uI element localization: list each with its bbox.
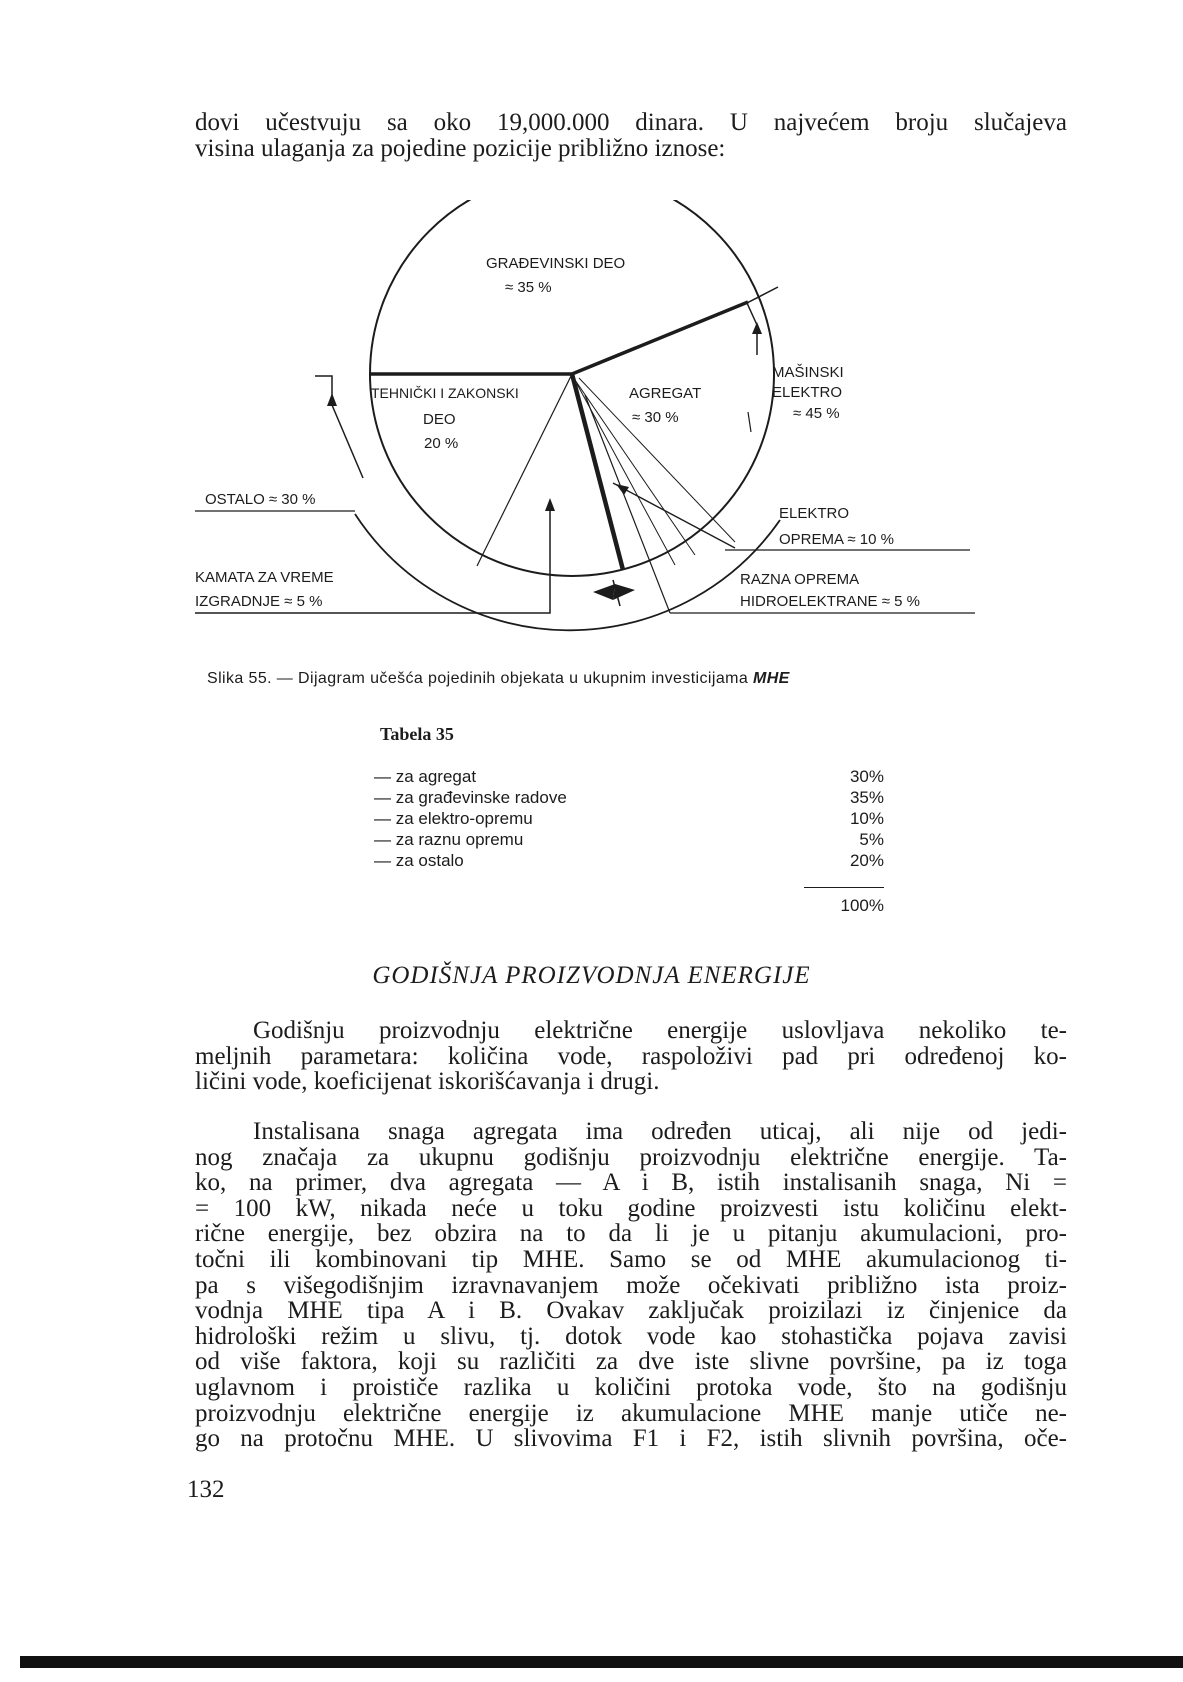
paragraph-line: meljnih parametara: količina vode, raspoloživi pad pri određenoj ko-: [195, 1042, 1067, 1070]
paragraph-line: proizvodnju električne energije iz akumulacione MHE manje utiče ne-: [195, 1399, 1067, 1427]
label-razna-pct: HIDROELEKTRANE ≈ 5 %: [740, 593, 920, 610]
arrow-head-elektro: [616, 484, 629, 495]
table-total-row: [374, 894, 884, 918]
paragraph-line: vodnja MHE tipa A i B. Ovakav zaključak proizilazi iz činjenice da: [195, 1297, 1067, 1325]
page-number: 132: [187, 1476, 225, 1503]
table-row-value: 5%: [859, 830, 884, 849]
table-row-label: — za agregat: [374, 767, 477, 786]
arrow-head-ostalo: [327, 393, 337, 406]
caption-bold: MHE: [753, 670, 790, 687]
table-row: [374, 850, 884, 871]
intro-line: dovi učestvuju sa oko 19,000.000 dinara. U najvećem broju slučajeva: [195, 109, 1067, 136]
masinski-tick: [748, 412, 751, 432]
arc-arrow-head: [613, 584, 635, 600]
paragraph-line: od više faktora, koji su različiti za dve iste slivne površine, pa iz toga: [195, 1348, 1067, 1376]
label-kamata-pct: IZGRADNJE ≈ 5 %: [195, 593, 323, 610]
table-row-value: 20%: [849, 851, 884, 870]
label-tehnicki-pct: 20 %: [424, 435, 459, 452]
table-35: [374, 766, 884, 918]
table-row-label: — za ostalo: [374, 851, 464, 870]
pie-hatch-line: [579, 378, 735, 542]
pie-divider-upper-right: [572, 302, 748, 374]
section-heading: GODIŠNJA PROIZVODNJA ENERGIJE: [372, 962, 811, 989]
table-total-value: 100%: [840, 896, 884, 915]
paragraph-line: = 100 kW, nikada neće u toku godine proizvesti istu količinu elekt-: [195, 1194, 1067, 1222]
intro-paragraph: [195, 110, 1067, 161]
table-row-value: 35%: [849, 788, 884, 807]
scan-bottom-bar: [20, 1656, 1183, 1668]
investment-pie-diagram: [195, 200, 1075, 670]
table-row: [374, 787, 884, 808]
table-row: [374, 766, 884, 787]
intro-line: visina ulaganja za pojedine pozicije približno iznose:: [195, 134, 726, 162]
label-kamata: KAMATA ZA VREME: [195, 569, 334, 586]
table-row-value: 30%: [849, 767, 884, 786]
paragraph-line: Godišnju proizvodnju električne energije uslovljava nekoliko te-: [253, 1017, 1067, 1044]
label-agregat-pct: ≈ 30 %: [632, 409, 679, 426]
label-masinski-elektro: ELEKTRO: [772, 384, 843, 401]
paragraph-line: pa s višegodišnjim izravnavanjem može očekivati približno ista proiz-: [195, 1271, 1067, 1299]
label-masinski-pct: ≈ 45 %: [793, 405, 840, 422]
masinski-bracket: [747, 287, 778, 355]
paragraph-line: Instalisana snaga agregata ima određen uticaj, ali nije od jedi-: [253, 1118, 1067, 1145]
table-row-label: — za elektro-opremu: [374, 809, 533, 828]
arc-arrow-head: [593, 584, 615, 600]
label-gradjevinski: GRAĐEVINSKI DEO: [486, 255, 626, 272]
figure-caption: [207, 670, 1047, 688]
table-row: [374, 808, 884, 829]
pie-divider-left-inner: [477, 374, 572, 566]
label-ostalo: OSTALO ≈ 30 %: [205, 491, 316, 508]
label-agregat: AGREGAT: [629, 385, 702, 402]
paragraph-2: [195, 1119, 1067, 1452]
label-tehnicki: TEHNIČKI I ZAKONSKI: [371, 385, 519, 401]
paragraph-line: ličini vode, koeficijenat iskorišćavanja i drugi.: [195, 1068, 660, 1096]
arrow-head-kamata: [545, 498, 555, 511]
pie-hatch-line: [575, 380, 695, 555]
label-razna: RAZNA OPREMA: [740, 571, 860, 588]
table-row: [374, 829, 884, 850]
label-gradjevinski-pct: ≈ 35 %: [505, 279, 552, 296]
table-row-label: — za građevinske radove: [374, 788, 567, 807]
label-tehnicki-deo: DEO: [423, 411, 456, 428]
caption-text: Slika 55. — Dijagram učešća pojedinih objekata u ukupnim investicijama: [207, 670, 753, 687]
table-title: Tabela 35: [380, 724, 454, 744]
ostalo-bracket: [315, 376, 363, 478]
razna-leader: [585, 395, 670, 613]
paragraph-line: go na protočnu MHE. U slivovima F1 i F2, istih slivnih površina, oče-: [195, 1425, 1067, 1453]
label-masinski: MAŠINSKI: [772, 364, 844, 381]
paragraph-line: rične energije, bez obzira na to da li je u pitanju akumulacioni, pro-: [195, 1220, 1067, 1248]
paragraph-line: uglavnom i proističe razlika u količini protoka vode, što na godišnju: [195, 1373, 1067, 1401]
paragraph-1: [195, 1018, 1067, 1095]
table-sum-rule: [804, 887, 884, 888]
table-row-value: 10%: [849, 809, 884, 828]
paragraph-line: hidrološki režim u slivu, tj. dotok vode kao stohastička pojava zavisi: [195, 1322, 1067, 1350]
paragraph-line: nog značaja za ukupnu godišnju proizvodnju električne energije. Ta-: [195, 1143, 1067, 1171]
label-elektro-pct: OPREMA ≈ 10 %: [779, 531, 894, 548]
table-row-label: — za raznu opremu: [374, 830, 524, 849]
paragraph-line: ko, na primer, dva agregata — A i B, istih instalisanih snaga, Ni =: [195, 1169, 1067, 1197]
label-elektro: ELEKTRO: [779, 505, 850, 522]
paragraph-line: točni ili kombinovani tip MHE. Samo se od MHE akumulacionog ti-: [195, 1245, 1067, 1273]
arrow-head-masinski: [752, 322, 762, 334]
